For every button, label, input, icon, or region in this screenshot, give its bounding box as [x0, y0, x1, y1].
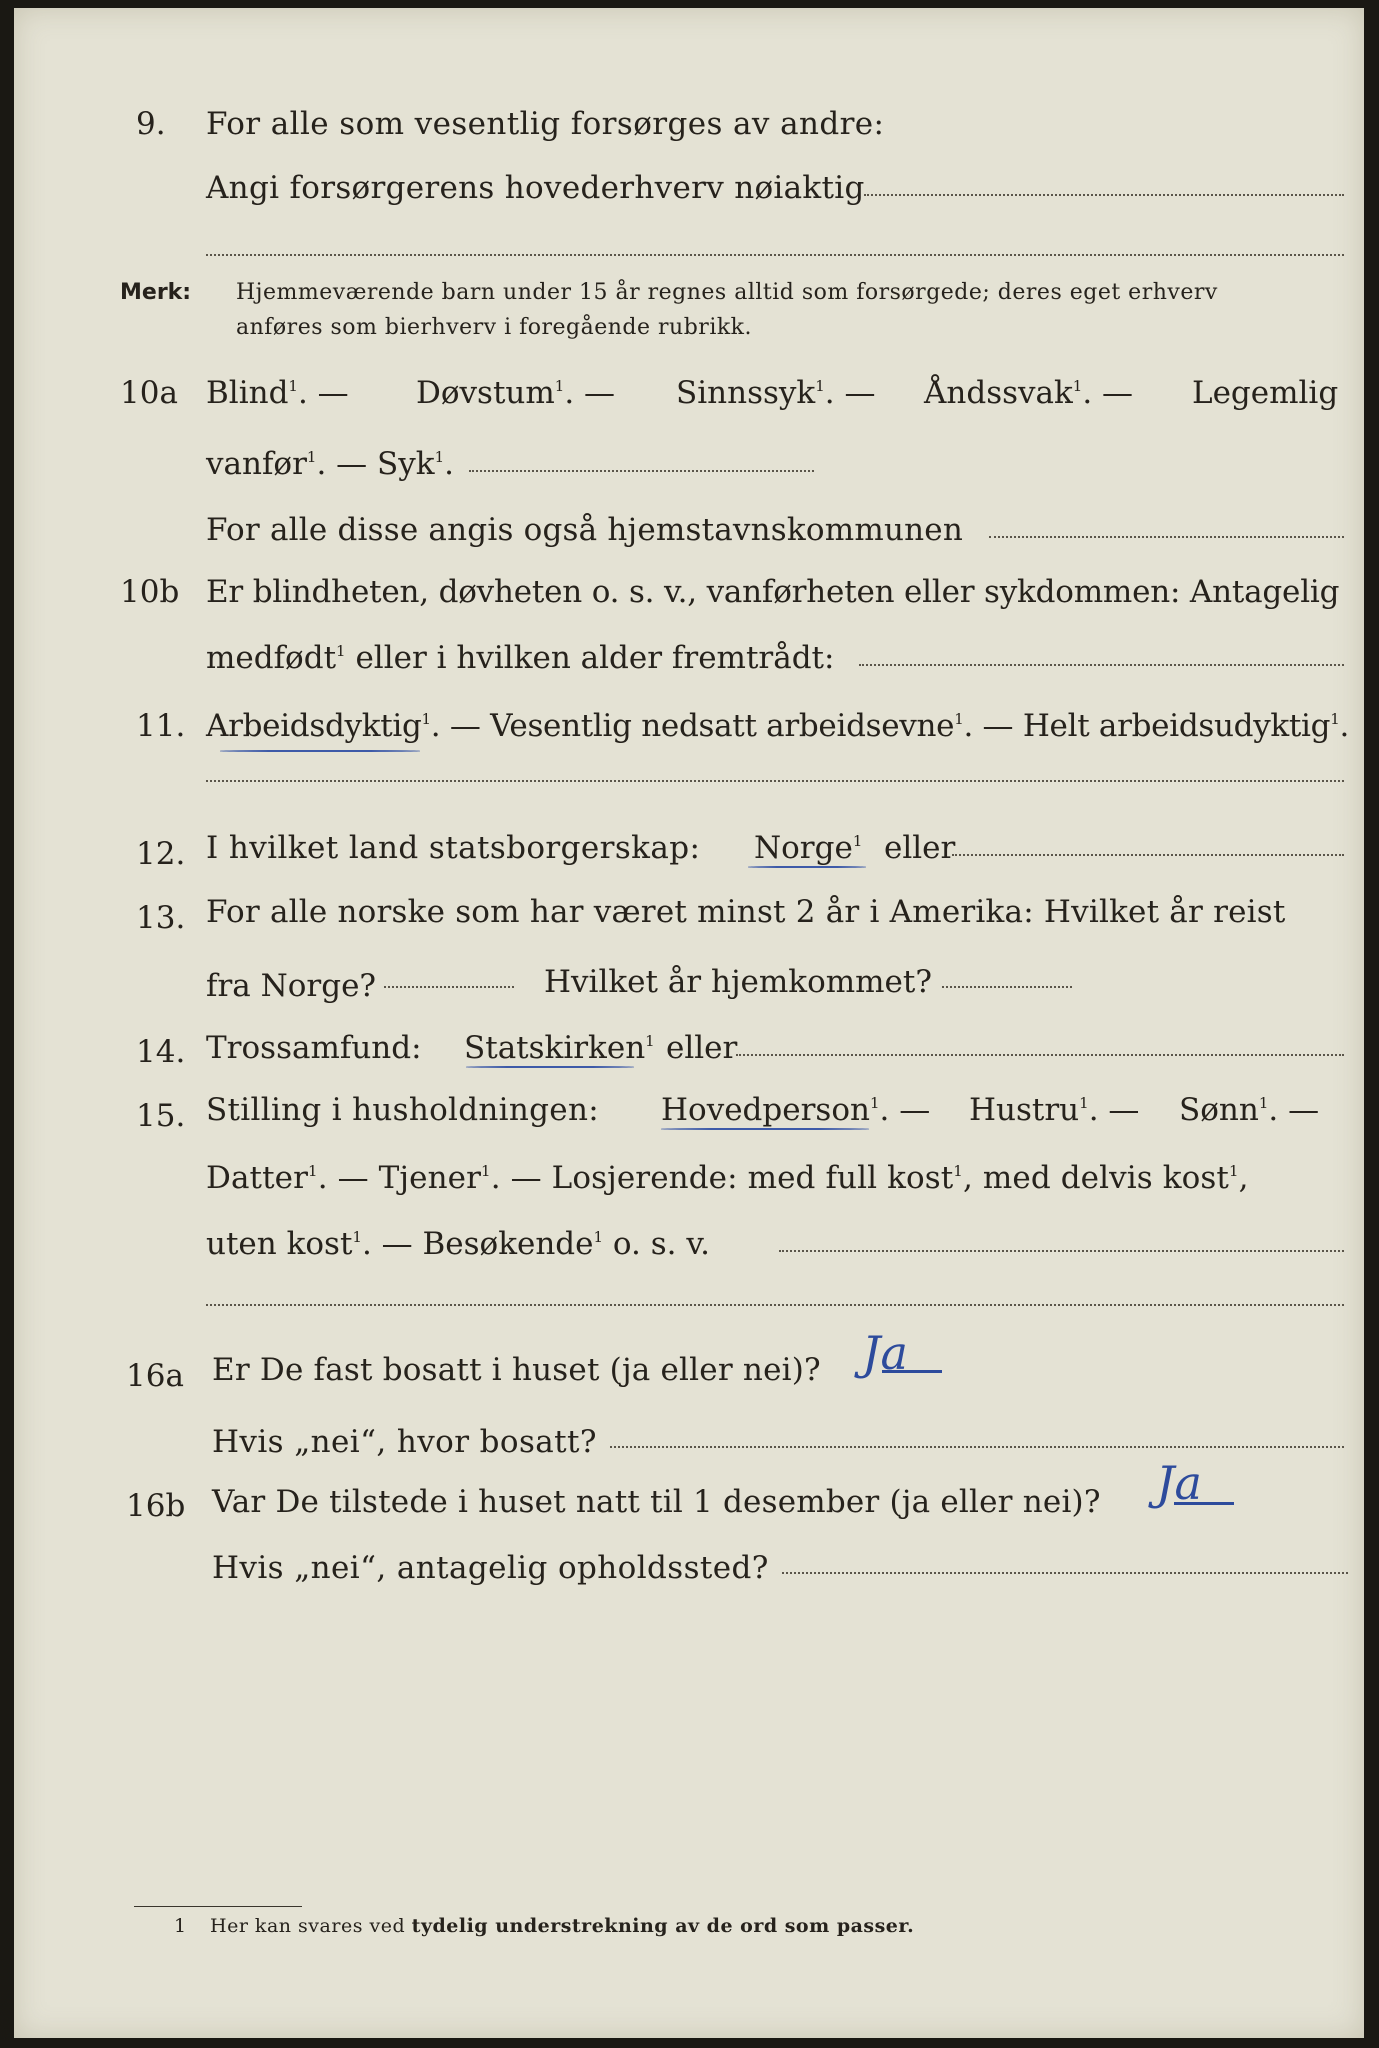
q13-hjemkommet-line — [942, 986, 1072, 988]
q15-hustru: Hustru$^1$. — — [969, 1092, 1140, 1128]
q9-answer-line-2 — [206, 254, 1344, 256]
q16b-answer-stroke — [1174, 1502, 1234, 1505]
q16a-line2: Hvis „nei“, hvor bosatt? — [212, 1424, 597, 1460]
q10a-line3: For alle disse angis også hjemstavnskommunen — [206, 512, 963, 548]
q11-line: Arbeidsdyktig$^1$. — Vesentlig nedsatt arbeidsevne$^1$. — Helt arbeidsudyktig$^1$. — [206, 708, 1350, 744]
q14-number: 14. — [136, 1034, 186, 1070]
q10a-andssvak: Åndssvak$^1$. — — [924, 375, 1134, 411]
q12-text: I hvilket land statsborgerskap: — [206, 830, 701, 866]
q15-text: Stilling i husholdningen: — [206, 1092, 599, 1128]
q14-underline-mark — [466, 1066, 634, 1068]
q11-arbeidsdyktig: Arbeidsdyktig — [206, 708, 422, 744]
q16b-handwritten-answer: Ja — [1156, 1456, 1202, 1510]
q16b-line1: Var De tilstede i huset natt til 1 desember (ja eller nei)? — [212, 1484, 1101, 1520]
q15-answer-line-2 — [206, 1304, 1344, 1306]
q14-text: Trossamfund: — [206, 1030, 422, 1066]
q16a-answer-stroke — [882, 1370, 942, 1373]
q10a-legemlig: Legemlig — [1192, 375, 1339, 411]
q9-line1: For alle som vesentlig forsørges av andre: — [206, 106, 885, 142]
q15-number: 15. — [136, 1098, 186, 1134]
q13-line1: For alle norske som har været minst 2 år i Amerika: Hvilket år reist — [206, 894, 1286, 930]
q9-line2: Angi forsørgerens hovederhverv nøiaktig — [206, 170, 865, 206]
q9-answer-line — [864, 194, 1344, 196]
q16a-line1: Er De fast bosatt i huset (ja eller nei)? — [212, 1352, 821, 1388]
q11-number: 11. — [136, 708, 186, 744]
census-form-page — [14, 8, 1364, 2038]
q10b-answer-line — [859, 664, 1344, 666]
q13-number: 13. — [136, 900, 186, 936]
q10a-hjemstavn-line — [989, 536, 1344, 538]
q10b-line2: medfødt$^1$ eller i hvilken alder fremtrådt: — [206, 640, 835, 676]
q10a-answer-line — [469, 470, 814, 472]
q15-underline-mark — [661, 1128, 869, 1130]
q10a-vanfor-syk: vanfør$^1$. — Syk$^1$. — [206, 446, 454, 482]
q10a-dovstum: Døvstum$^1$. — — [416, 375, 616, 411]
q16b-number: 16b — [126, 1488, 186, 1524]
q10a-number: 10a — [120, 375, 178, 411]
footnote-text: Her kan svares ved tydelig understrekning av de ord som passer. — [210, 1915, 915, 1937]
q12-norge: Norge$^1$ — [754, 830, 863, 866]
merk-line1: Hjemmeværende barn under 15 år regnes alltid som forsørgede; deres eget erhverv — [236, 280, 1218, 305]
q9-number: 9. — [136, 106, 166, 142]
q16b-line2: Hvis „nei“, antagelig opholdssted? — [212, 1550, 769, 1586]
q16b-opholdssted-line — [782, 1572, 1348, 1574]
footnote-rule — [134, 1906, 302, 1907]
q10b-line1: Er blindheten, døvheten o. s. v., vanførheten eller sykdommen: Antagelig — [206, 574, 1340, 610]
q12-eller: eller — [884, 830, 956, 866]
q10a-sinnssyk: Sinnssyk$^1$. — — [676, 375, 876, 411]
q16a-number: 16a — [126, 1358, 184, 1394]
q15-line2: Datter$^1$. — Tjener$^1$. — Losjerende: med full kost$^1$, med delvis kost$^1$, — [206, 1160, 1249, 1196]
footnote-mark: 1 — [174, 1915, 187, 1937]
q12-answer-line — [952, 854, 1344, 856]
merk-line2: anføres som bierhverv i foregående rubrikk. — [236, 315, 753, 340]
q15-answer-line — [779, 1250, 1344, 1252]
q12-number: 12. — [136, 836, 186, 872]
q15-sonn: Sønn$^1$. — — [1179, 1092, 1320, 1128]
q10a-blind: Blind$^1$. — — [206, 375, 349, 411]
q13-fra-norge: fra Norge? — [206, 968, 377, 1004]
q13-reist-line — [384, 986, 514, 988]
q11-answer-line — [206, 780, 1344, 782]
q14-statskirken: Statskirken$^1$ — [464, 1030, 655, 1066]
q16a-bosatt-line — [610, 1446, 1344, 1448]
q13-hjemkommet: Hvilket år hjemkommet? — [544, 964, 932, 1000]
merk-label: Merk: — [120, 280, 192, 305]
q16a-handwritten-answer: Ja — [862, 1326, 908, 1380]
q15-hovedperson: Hovedperson$^1$. — — [661, 1092, 931, 1128]
q14-answer-line — [736, 1054, 1344, 1056]
q10b-number: 10b — [120, 574, 180, 610]
q14-eller: eller — [666, 1030, 738, 1066]
q11-underline-mark — [220, 750, 420, 752]
q15-line3: uten kost$^1$. — Besøkende$^1$ o. s. v. — [206, 1226, 711, 1262]
q12-underline-mark — [748, 866, 866, 868]
